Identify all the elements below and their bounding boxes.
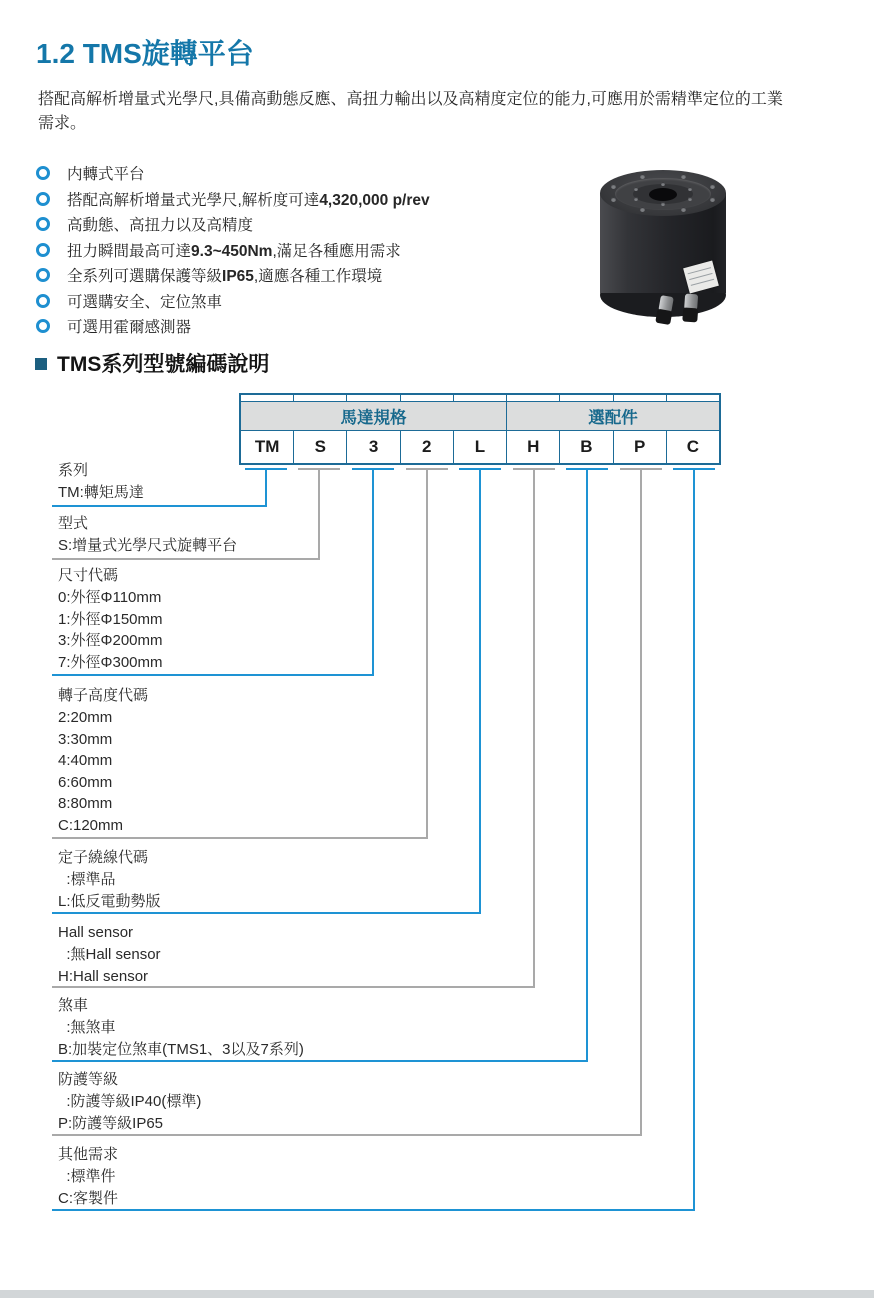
feature-text: 可選用霍爾感測器 — [67, 319, 192, 336]
column-connector-line — [693, 468, 695, 1211]
feature-item — [36, 264, 382, 286]
column-connector-line — [533, 468, 535, 988]
table-header-options: 選配件 — [588, 409, 638, 427]
column-connector-line — [318, 468, 320, 560]
diagram-item: 0:外徑Φ110mm — [58, 589, 162, 606]
group-underline — [52, 1209, 695, 1211]
group-underline — [52, 912, 481, 914]
feature-text: 全系列可選購保護等級IP65,適應各種工作環境 — [67, 268, 383, 285]
footer-bar — [0, 1290, 874, 1298]
model-code-table — [239, 393, 721, 465]
diagram-item: 6:60mm — [58, 773, 113, 791]
diagram-item: C:120mm — [58, 816, 124, 834]
model-code-cell: S — [294, 431, 347, 463]
group-underline — [52, 1134, 642, 1136]
diagram-item: :無煞車 — [58, 1019, 116, 1036]
product-image — [598, 166, 728, 330]
group-underline — [52, 1060, 588, 1062]
column-connector-line — [265, 468, 267, 507]
feature-text: 扭力瞬間最高可達9.3~450Nm,滿足各種應用需求 — [67, 242, 401, 260]
diagram-item: :標準品 — [58, 871, 116, 888]
model-code-cell: P — [614, 431, 667, 463]
feature-item — [36, 213, 253, 235]
diagram-group-label: 型式 — [58, 515, 89, 532]
screw-dot — [710, 184, 715, 189]
screw-dot — [681, 174, 686, 179]
diagram-item: 1:外徑Φ150mm — [58, 610, 163, 628]
diagram-item: S:增量式光學尺式旋轉平台 — [58, 537, 238, 554]
table-top-strip — [241, 395, 719, 401]
model-code-cell: L — [454, 431, 507, 463]
table-header-motor-spec: 馬達規格 — [241, 402, 507, 430]
bullet-icon — [36, 319, 50, 333]
group-underline — [52, 674, 374, 676]
bullet-icon — [36, 217, 50, 231]
table-header-row — [241, 401, 719, 430]
feature-text: 可選購安全、定位煞車 — [67, 293, 223, 311]
diagram-group-label: 定子繞線代碼 — [58, 849, 149, 866]
model-code-cell: 2 — [401, 431, 454, 463]
diagram-item: B:加裝定位煞車(TMS1、3以及7系列) — [58, 1040, 304, 1058]
column-connector-line — [372, 468, 374, 676]
model-code-cell: C — [686, 437, 699, 456]
feature-text: 搭配高解析增量式光學尺,解析度可達4,320,000 p/rev — [67, 191, 430, 209]
diagram-item: :無Hall sensor — [58, 946, 161, 963]
diagram-item: L:低反電動勢版 — [58, 892, 161, 910]
motor-connector — [677, 293, 705, 329]
diagram-group-label: 防護等級 — [58, 1071, 119, 1088]
bullet-icon — [36, 192, 50, 206]
model-code-row — [241, 430, 719, 463]
feature-text: 内轉式平台 — [67, 166, 145, 183]
model-code-cell: B — [560, 431, 613, 463]
screw-dot — [688, 197, 692, 201]
group-underline — [52, 558, 320, 560]
diagram-item: 7:外徑Φ300mm — [58, 653, 163, 671]
diagram-group-label: 煞車 — [58, 997, 89, 1014]
diagram-group-label: 尺寸代碼 — [58, 567, 119, 584]
screw-dot — [661, 182, 665, 186]
bullet-icon — [36, 243, 50, 257]
screw-dot — [640, 174, 645, 179]
diagram-item: 3:外徑Φ200mm — [58, 632, 163, 649]
diagram-item: :防護等級IP40(標準) — [58, 1093, 202, 1110]
column-connector-line — [426, 468, 428, 839]
diagram-item: 3:30mm — [58, 730, 113, 748]
bullet-icon — [36, 166, 50, 180]
diagram-group-label: 轉子高度代碼 — [58, 687, 149, 704]
diagram-item: 8:80mm — [58, 795, 113, 812]
column-connector-line — [586, 468, 588, 1062]
model-code-cell: H — [507, 431, 560, 463]
model-code-cell: 3 — [347, 431, 400, 463]
diagram-group-label: 系列 — [58, 462, 89, 479]
feature-text: 高動態、高扭力以及高精度 — [67, 217, 254, 234]
diagram-group-label: Hall sensor — [58, 924, 134, 941]
page-title: 1.2 TMS旋轉平台 — [36, 38, 254, 69]
diagram-item: 2:20mm — [58, 709, 113, 726]
intro-paragraph: 搭配高解析增量式光學尺,具備高動態反應、高扭力輸出以及高精度定位的能力,可應用於需精準定位的工業需求。 — [38, 91, 783, 132]
group-underline — [52, 505, 267, 507]
diagram-item: :標準件 — [58, 1168, 116, 1185]
bullet-icon — [36, 268, 50, 282]
screw-dot — [688, 187, 692, 191]
motor-center-hole — [649, 188, 677, 201]
diagram-group-label: 其他需求 — [58, 1146, 119, 1163]
screw-dot — [611, 184, 616, 189]
diagram-item: P:防護等級IP65 — [58, 1114, 164, 1132]
column-connector-line — [640, 468, 642, 1136]
column-connector-line — [479, 468, 481, 914]
feature-item — [36, 290, 222, 312]
diagram-item: H:Hall sensor — [58, 967, 149, 985]
section-marker-icon — [35, 358, 47, 370]
diagram-item: 4:40mm — [58, 752, 113, 769]
feature-item — [36, 162, 145, 184]
group-underline — [52, 837, 428, 839]
section-title: TMS系列型號編碼說明 — [57, 353, 270, 376]
bullet-icon — [36, 294, 50, 308]
model-code-cell: TM — [241, 431, 294, 463]
diagram-item: C:客製件 — [58, 1189, 119, 1207]
feature-item — [36, 315, 191, 337]
group-underline — [52, 986, 535, 988]
feature-item — [36, 239, 401, 261]
diagram-item: TM:轉矩馬達 — [58, 484, 144, 501]
feature-item — [36, 188, 430, 210]
